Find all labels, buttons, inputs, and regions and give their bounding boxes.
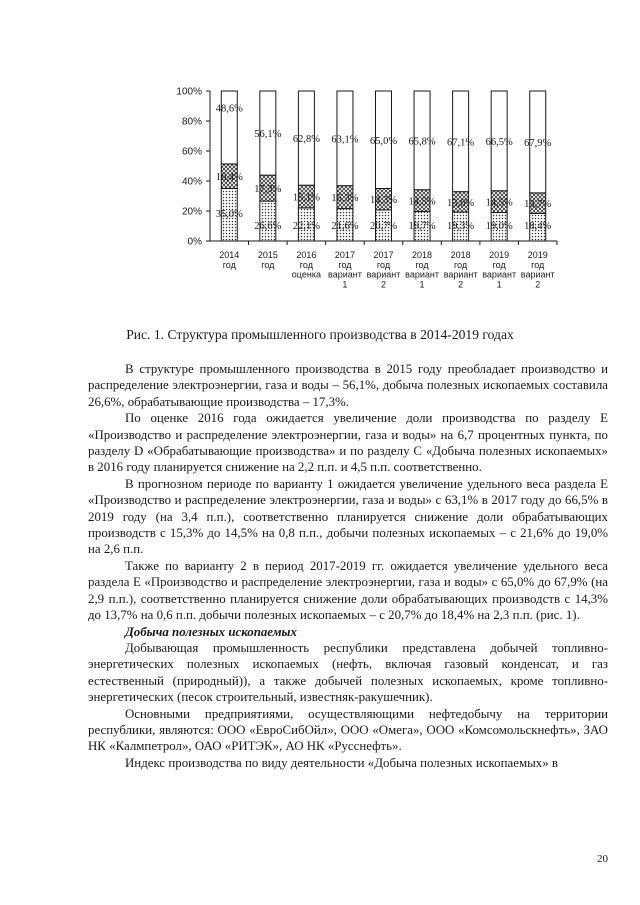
x-tick-label: оценка — [291, 269, 321, 280]
x-tick-label: 2019 — [489, 250, 510, 260]
structure-chart — [165, 82, 585, 317]
data-label: 14,3% — [369, 195, 398, 207]
data-label: 56,1% — [254, 129, 282, 141]
x-tick-label: год — [376, 259, 391, 270]
x-tick-label: вариант — [482, 269, 517, 280]
data-label: 65,0% — [369, 135, 398, 147]
x-tick-label: 2019 — [527, 250, 548, 260]
data-label: 13,6% — [447, 197, 475, 209]
x-tick-label: 2017 — [334, 250, 355, 260]
x-tick-label: 1 — [496, 279, 502, 290]
x-tick-label: 2018 — [412, 250, 433, 260]
data-label: 63,1% — [331, 134, 359, 146]
y-tick-label: 20% — [181, 206, 202, 218]
data-label: 19,7% — [408, 221, 436, 232]
data-label: 19,0% — [485, 221, 513, 232]
x-tick-label: 1 — [342, 279, 348, 290]
x-tick-label: 2017 — [373, 250, 394, 260]
page-number: 20 — [597, 853, 608, 865]
data-label: 48,6% — [215, 103, 243, 115]
data-label: 66,5% — [485, 136, 513, 148]
x-tick-label: год — [415, 259, 429, 270]
data-label: 65,8% — [408, 136, 436, 148]
x-tick-label: год — [261, 259, 275, 270]
x-tick-label: год — [299, 259, 313, 270]
figure-caption: Рис. 1. Структура промышленного производства в 2014-2019 годах — [126, 327, 514, 342]
data-label: 14,5% — [485, 197, 513, 209]
paragraph: В структуре промышленного производства в 2015 году преобладает производство и распределение электроэнергии, газа и воды – 56,1%, добыча полезных ископаемых составила 26,6%, обрабатывающие производства – 17,3%. — [88, 362, 608, 409]
paragraph: Также по варианту 2 в период 2017-2019 гг. ожидается увеличение удельного веса раздела E «Производство и распределение электроэнергии, газа и воды» с 65,0% до 67,9% (на 2,9 п.п.), соответственно планируется снижение доли обрабатывающих производств с 14,3% до 13,7% на 0,6 п.п. добычи полезных ископаемых – с 20,7% до 18,4% на 2,3 п.п. (рис. 1). — [88, 558, 608, 623]
data-label: 21,6% — [331, 221, 359, 232]
paragraph: Основными предприятиями, осуществляющими нефтедобычу на территории республики, являются: ООО «ЕвроСибОйл», ООО «Омега», ООО «Комсомольскнефть», ЗАО НК «Калмпетрол», ОАО «РИТЭК», АО НК «Русснефть». — [88, 706, 608, 754]
x-tick-label: год — [338, 259, 352, 270]
x-tick-label: год — [222, 259, 236, 270]
data-label: 26,6% — [254, 221, 282, 232]
x-tick-label: вариант — [443, 269, 478, 280]
x-tick-label: год — [531, 259, 545, 270]
x-tick-label: 2016 — [296, 250, 317, 260]
x-tick-label: 2015 — [257, 250, 278, 260]
data-label: 15,3% — [331, 193, 359, 205]
paragraph: Индекс производства по виду деятельности «Добыча полезных ископаемых» в — [125, 755, 558, 770]
data-label: 35,0% — [215, 209, 243, 220]
paragraph: По оценке 2016 года ожидается увеличение доли производства по разделу E «Производство и распределение электроэнергии, газа и воды» на 6,7 процентных пункта, по разделу D «Обрабатывающие производства» и по разделу C «Добыча полезных ископаемых» в 2016 году планируется снижение на 2,2 п.п. и 4,5 п.п. соответственно. — [88, 411, 608, 475]
data-label: 14,5% — [408, 196, 436, 208]
y-tick-label: 80% — [181, 116, 202, 128]
data-label: 67,9% — [524, 137, 552, 149]
x-tick-label: вариант — [405, 269, 439, 280]
y-tick-label: 0% — [187, 236, 202, 248]
x-tick-label: 2 — [380, 279, 387, 290]
section-heading: Добыча полезных ископаемых — [125, 624, 297, 639]
data-label: 13,7% — [524, 199, 552, 211]
x-tick-label: 2014 — [219, 250, 240, 260]
data-label: 22,1% — [292, 221, 320, 232]
paragraph: В прогнозном периоде по варианту 1 ожидается увеличение удельного веса раздела E «Производство и распределение электроэнергии, газа и воды» с 63,1% в 2017 году до 66,5% в 2019 году (на 3,4 п.п.), соответственно планируется снижение доли обрабатывающих производств с 15,3% до 14,5% на 0,8 п.п., добычи полезных ископаемых – с 21,6% до 19,0% на 2,6 п.п. — [88, 476, 608, 557]
data-label: 16,4% — [215, 172, 243, 184]
data-label: 67,1% — [447, 137, 475, 149]
data-label: 17,3% — [254, 184, 282, 196]
y-tick-label: 60% — [181, 146, 202, 158]
x-tick-label: 2 — [535, 279, 541, 290]
y-tick-label: 40% — [181, 176, 202, 188]
data-label: 20,7% — [369, 221, 398, 232]
x-tick-label: год — [492, 259, 506, 270]
x-tick-label: вариант — [366, 269, 401, 280]
paragraph: Добывающая промышленность республики представлена добычей топливно-энергетических полезных ископаемых (нефть, включая газовый конденсат, и газ естественный (природный)), а также добычей полезных ископаемых, кроме топливно-энергетических (песок строительный, известняк-ракушечник). — [88, 640, 608, 705]
x-tick-label: год — [454, 259, 468, 270]
data-label: 18,4% — [524, 221, 552, 232]
data-label: 15,1% — [292, 192, 320, 204]
x-tick-label: 1 — [419, 279, 425, 290]
x-tick-label: 2018 — [450, 250, 471, 260]
document-body — [88, 361, 608, 771]
x-tick-label: вариант — [520, 269, 555, 280]
y-tick-label: 100% — [176, 86, 202, 98]
x-tick-label: 2 — [458, 279, 464, 290]
data-label: 62,8% — [292, 134, 320, 146]
x-tick-label: вариант — [328, 269, 362, 280]
bar-segment-energy — [221, 91, 237, 164]
data-label: 19,3% — [447, 221, 475, 232]
